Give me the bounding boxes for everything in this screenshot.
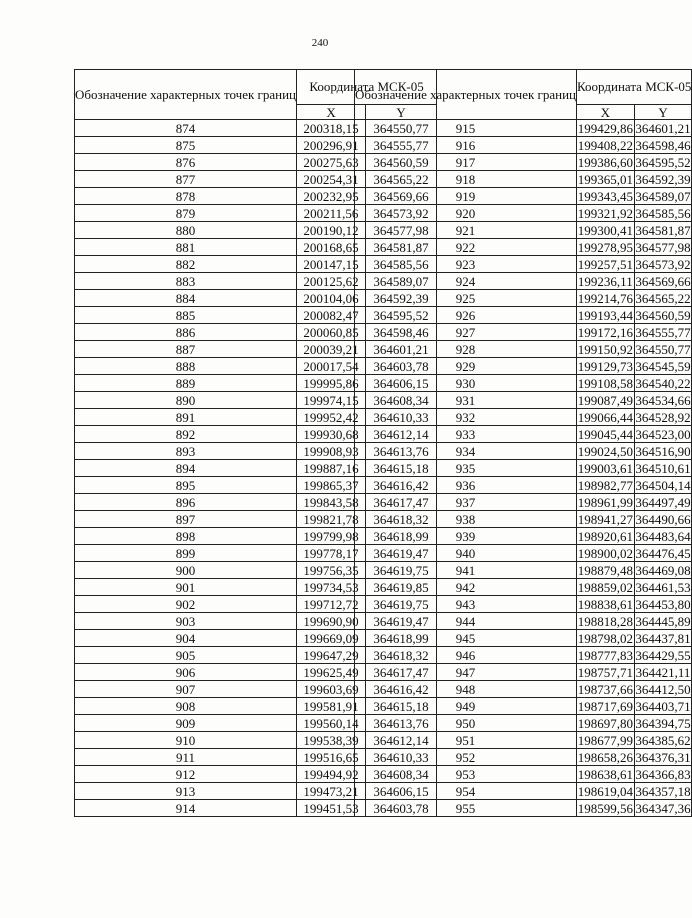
y-coordinate-cell: 364595,52 (635, 154, 691, 170)
point-id-cell: 954 (355, 783, 577, 800)
point-id-cell: 875 (75, 137, 297, 154)
coordinates-table-right (354, 69, 692, 817)
x-coordinate-cell: 200232,95 (297, 188, 366, 205)
table-row (355, 273, 692, 290)
y-coordinate-cell: 364347,36 (635, 800, 691, 816)
point-id-cell: 912 (75, 766, 297, 783)
x-coordinate-cell: 199560,14 (297, 715, 366, 732)
table-row (355, 341, 692, 358)
table-row (355, 749, 692, 766)
y-coordinate-cell: 364569,66 (635, 273, 691, 289)
header-point-label: Обозначение характерных точек границ (75, 70, 297, 120)
point-id-cell: 909 (75, 715, 297, 732)
table-row (355, 647, 692, 664)
header-coordinate: Координата МСК-05 (297, 70, 437, 105)
y-coordinate-cell: 364615,18 (366, 460, 437, 477)
x-coordinate-cell: 199087,49 (577, 392, 633, 408)
point-id-cell: 940 (355, 545, 577, 562)
header-y: Y (634, 105, 692, 120)
point-id-cell: 886 (75, 324, 297, 341)
x-coordinate-cell: 198859,02 (577, 579, 633, 595)
x-coordinate-cell: 199821,78 (297, 511, 366, 528)
header-point-label: Обозначение характерных точек границ (355, 70, 577, 120)
x-coordinate-cell: 199974,15 (297, 392, 366, 409)
y-coordinate-cell: 364610,33 (366, 409, 437, 426)
header-x: X (577, 105, 635, 120)
y-coordinate-cell: 364555,77 (635, 324, 691, 340)
x-coordinate-cell: 200211,56 (297, 205, 366, 222)
x-coordinate-cell: 200275,63 (297, 154, 366, 171)
x-coordinate-cell: 198961,99 (577, 494, 633, 510)
table-row (355, 613, 692, 630)
y-coordinate-cell: 364510,61 (635, 460, 691, 476)
y-coordinate-cell: 364545,59 (635, 358, 691, 374)
point-id-cell: 905 (75, 647, 297, 664)
x-coordinate-cell: 199865,37 (297, 477, 366, 494)
point-id-cell: 915 (355, 120, 577, 137)
header-y: Y (366, 105, 437, 120)
y-coordinate-cell: 364601,21 (366, 341, 437, 358)
table-row (355, 477, 692, 494)
table-row (355, 137, 692, 154)
table-row (355, 222, 692, 239)
table-row (355, 766, 692, 783)
table-row (355, 171, 692, 188)
x-coordinate-cell: 199494,92 (297, 766, 366, 783)
y-coordinate-cell: 364357,18 (635, 783, 691, 799)
table-row (355, 596, 692, 613)
x-coordinate-cell: 199908,93 (297, 443, 366, 460)
y-coordinate-cell: 364618,32 (366, 647, 437, 664)
x-coordinate-cell: 198619,04 (577, 783, 633, 799)
y-coordinate-cell: 364615,18 (366, 698, 437, 715)
x-coordinate-cell: 199236,11 (577, 273, 633, 289)
x-coordinate-cell: 199024,50 (577, 443, 633, 459)
y-coordinate-cell: 364619,75 (366, 596, 437, 613)
point-id-cell: 879 (75, 205, 297, 222)
table-row (355, 409, 692, 426)
point-id-cell: 901 (75, 579, 297, 596)
x-coordinate-cell: 198638,61 (577, 766, 633, 782)
y-coordinate-cell: 364589,07 (366, 273, 437, 290)
y-coordinate-cell: 364555,77 (366, 137, 437, 154)
point-id-cell: 877 (75, 171, 297, 188)
point-id-cell: 949 (355, 698, 577, 715)
point-id-cell: 911 (75, 749, 297, 766)
x-coordinate-cell: 199045,44 (577, 426, 633, 442)
table-row (355, 188, 692, 205)
point-id-cell: 895 (75, 477, 297, 494)
point-id-cell: 876 (75, 154, 297, 171)
point-id-cell: 874 (75, 120, 297, 137)
table-row (355, 681, 692, 698)
x-coordinate-cell: 199734,53 (297, 579, 366, 596)
point-id-cell: 884 (75, 290, 297, 307)
point-id-cell: 952 (355, 749, 577, 766)
y-coordinate-cell: 364606,15 (366, 375, 437, 392)
point-id-cell: 882 (75, 256, 297, 273)
x-coordinate-cell: 198798,02 (577, 630, 633, 646)
y-coordinate-cell: 364550,77 (635, 341, 691, 357)
point-id-cell: 923 (355, 256, 577, 273)
table-row (355, 630, 692, 647)
y-coordinate-cell: 364619,47 (366, 613, 437, 630)
point-id-cell: 885 (75, 307, 297, 324)
point-id-cell: 910 (75, 732, 297, 749)
y-coordinate-cell: 364613,76 (366, 443, 437, 460)
x-coordinate-cell: 200254,31 (297, 171, 366, 188)
table-row (355, 494, 692, 511)
y-coordinate-cell: 364504,14 (635, 477, 691, 493)
point-id-cell: 946 (355, 647, 577, 664)
y-coordinate-cell: 364523,00 (635, 426, 691, 442)
x-coordinate-cell: 198920,61 (577, 528, 633, 544)
y-coordinate-cell: 364595,52 (366, 307, 437, 324)
table-row (355, 443, 692, 460)
x-coordinate-cell: 199669,09 (297, 630, 366, 647)
y-coordinate-cell: 364516,90 (635, 443, 691, 459)
point-id-cell: 943 (355, 596, 577, 613)
x-coordinate-cell: 198838,61 (577, 596, 633, 612)
x-coordinate-cell: 200190,12 (297, 222, 366, 239)
point-id-cell: 926 (355, 307, 577, 324)
point-id-cell: 903 (75, 613, 297, 630)
table-row (355, 511, 692, 528)
y-coordinate-cell: 364569,66 (366, 188, 437, 205)
point-id-cell: 935 (355, 460, 577, 477)
y-coordinate-cell: 364534,66 (635, 392, 691, 408)
point-id-cell: 891 (75, 409, 297, 426)
x-coordinate-cell: 199799,98 (297, 528, 366, 545)
y-coordinate-cell: 364585,56 (366, 256, 437, 273)
table-row (355, 664, 692, 681)
table-row (355, 205, 692, 222)
table-row (355, 290, 692, 307)
x-coordinate-cell: 199930,68 (297, 426, 366, 443)
point-id-cell: 921 (355, 222, 577, 239)
table-row (355, 800, 692, 817)
table-row (355, 426, 692, 443)
y-coordinate-cell: 364616,42 (366, 477, 437, 494)
point-id-cell: 918 (355, 171, 577, 188)
table-row (355, 375, 692, 392)
x-coordinate-cell: 200296,91 (297, 137, 366, 154)
x-coordinate-cell: 199473,21 (297, 783, 366, 800)
x-coordinate-cell: 199778,17 (297, 545, 366, 562)
x-coordinate-cell: 199451,53 (297, 800, 366, 817)
header-x: X (297, 105, 366, 120)
x-coordinate-cell: 198900,02 (577, 545, 633, 561)
x-coordinate-cell: 198677,99 (577, 732, 633, 748)
table-row (355, 307, 692, 324)
point-id-cell: 948 (355, 681, 577, 698)
table-row (355, 698, 692, 715)
x-coordinate-cell: 199321,92 (577, 205, 633, 221)
y-coordinate-cell: 364601,21 (635, 120, 691, 136)
x-coordinate-cell: 199365,01 (577, 171, 633, 187)
point-id-cell: 881 (75, 239, 297, 256)
table-row (355, 545, 692, 562)
point-id-cell: 887 (75, 341, 297, 358)
y-coordinate-cell: 364606,15 (366, 783, 437, 800)
x-coordinate-cell: 199172,16 (577, 324, 633, 340)
table-row (355, 528, 692, 545)
x-coordinate-cell: 199300,41 (577, 222, 633, 238)
x-coordinate-cell: 200147,15 (297, 256, 366, 273)
table-row (355, 715, 692, 732)
y-coordinate-cell: 364445,89 (635, 613, 691, 629)
page-number: 240 (311, 37, 329, 49)
point-id-cell: 951 (355, 732, 577, 749)
point-id-cell: 925 (355, 290, 577, 307)
header-coordinate: Координата МСК-05 (577, 70, 692, 105)
point-id-cell: 937 (355, 494, 577, 511)
x-coordinate-cell: 199108,58 (577, 375, 633, 391)
point-id-cell: 953 (355, 766, 577, 783)
x-coordinate-cell: 199995,86 (297, 375, 366, 392)
y-coordinate-cell: 364573,92 (366, 205, 437, 222)
point-id-cell: 919 (355, 188, 577, 205)
point-id-cell: 938 (355, 511, 577, 528)
point-id-cell: 942 (355, 579, 577, 596)
y-coordinate-cell: 364490,66 (635, 511, 691, 527)
point-id-cell: 889 (75, 375, 297, 392)
y-coordinate-cell: 364612,14 (366, 732, 437, 749)
point-id-cell: 955 (355, 800, 577, 817)
y-coordinate-cell: 364461,53 (635, 579, 691, 595)
x-coordinate-cell: 199603,69 (297, 681, 366, 698)
y-coordinate-cell: 364581,87 (635, 222, 691, 238)
table-row (355, 120, 692, 137)
point-id-cell: 892 (75, 426, 297, 443)
table-row (355, 562, 692, 579)
point-id-cell: 890 (75, 392, 297, 409)
x-coordinate-cell: 199756,35 (297, 562, 366, 579)
table-row (355, 392, 692, 409)
table-row (355, 154, 692, 171)
x-coordinate-cell: 198941,27 (577, 511, 633, 527)
point-id-cell: 931 (355, 392, 577, 409)
point-id-cell: 906 (75, 664, 297, 681)
x-coordinate-cell: 200017,54 (297, 358, 366, 375)
x-coordinate-cell: 198982,77 (577, 477, 633, 493)
y-coordinate-cell: 364619,47 (366, 545, 437, 562)
table-row (355, 783, 692, 800)
y-coordinate-cell: 364619,75 (366, 562, 437, 579)
y-coordinate-cell: 364366,83 (635, 766, 691, 782)
point-id-cell: 936 (355, 477, 577, 494)
y-coordinate-cell: 364429,55 (635, 647, 691, 663)
point-id-cell: 880 (75, 222, 297, 239)
x-coordinate-cell: 199429,86 (577, 120, 633, 136)
x-coordinate-cell: 199129,73 (577, 358, 633, 374)
x-coordinate-cell: 199690,90 (297, 613, 366, 630)
y-coordinate-cell: 364617,47 (366, 494, 437, 511)
x-coordinate-cell: 199952,42 (297, 409, 366, 426)
y-coordinate-cell: 364616,42 (366, 681, 437, 698)
y-coordinate-cell: 364453,80 (635, 596, 691, 612)
point-id-cell: 932 (355, 409, 577, 426)
y-coordinate-cell: 364608,34 (366, 766, 437, 783)
x-coordinate-cell: 198737,66 (577, 681, 633, 697)
x-coordinate-cell: 198777,83 (577, 647, 633, 663)
y-coordinate-cell: 364592,39 (366, 290, 437, 307)
x-coordinate-cell: 198717,69 (577, 698, 633, 714)
y-coordinate-cell: 364528,92 (635, 409, 691, 425)
point-id-cell: 934 (355, 443, 577, 460)
x-coordinate-cell: 200125,62 (297, 273, 366, 290)
table-row (355, 732, 692, 749)
table-row (355, 358, 692, 375)
x-coordinate-cell: 200082,47 (297, 307, 366, 324)
y-coordinate-cell: 364589,07 (635, 188, 691, 204)
y-coordinate-cell: 364376,31 (635, 749, 691, 765)
point-id-cell: 898 (75, 528, 297, 545)
point-id-cell: 945 (355, 630, 577, 647)
x-coordinate-cell: 198599,56 (577, 800, 633, 816)
point-id-cell: 916 (355, 137, 577, 154)
y-coordinate-cell: 364612,14 (366, 426, 437, 443)
y-coordinate-cell: 364618,99 (366, 630, 437, 647)
y-coordinate-cell: 364421,11 (635, 664, 691, 680)
y-coordinate-cell: 364613,76 (366, 715, 437, 732)
x-coordinate-cell: 200039,21 (297, 341, 366, 358)
table-row (355, 579, 692, 596)
y-coordinate-cell: 364577,98 (635, 239, 691, 255)
table-row (355, 256, 692, 273)
point-id-cell: 928 (355, 341, 577, 358)
point-id-cell: 913 (75, 783, 297, 800)
x-coordinate-cell: 199581,91 (297, 698, 366, 715)
x-coordinate-cell: 200060,85 (297, 324, 366, 341)
point-id-cell: 904 (75, 630, 297, 647)
point-id-cell: 933 (355, 426, 577, 443)
y-coordinate-cell: 364497,49 (635, 494, 691, 510)
y-coordinate-cell: 364565,22 (366, 171, 437, 188)
point-id-cell: 941 (355, 562, 577, 579)
y-coordinate-cell: 364412,50 (635, 681, 691, 697)
y-coordinate-cell: 364585,56 (635, 205, 691, 221)
x-coordinate-cell: 199538,39 (297, 732, 366, 749)
point-id-cell: 922 (355, 239, 577, 256)
table-row (355, 324, 692, 341)
y-coordinate-cell: 364403,71 (635, 698, 691, 714)
point-id-cell: 907 (75, 681, 297, 698)
x-coordinate-cell: 198818,28 (577, 613, 633, 629)
point-id-cell: 950 (355, 715, 577, 732)
x-coordinate-cell: 198658,26 (577, 749, 633, 765)
table-row (355, 239, 692, 256)
point-id-cell: 944 (355, 613, 577, 630)
x-coordinate-cell: 200318,15 (297, 120, 366, 137)
x-coordinate-cell: 199193,44 (577, 307, 633, 323)
table-row (355, 460, 692, 477)
point-id-cell: 899 (75, 545, 297, 562)
point-id-cell: 888 (75, 358, 297, 375)
y-coordinate-cell: 364394,75 (635, 715, 691, 731)
point-id-cell: 927 (355, 324, 577, 341)
point-id-cell: 930 (355, 375, 577, 392)
y-coordinate-cell: 364608,34 (366, 392, 437, 409)
x-coordinate-cell: 199214,76 (577, 290, 633, 306)
y-coordinate-cell: 364385,62 (635, 732, 691, 748)
x-coordinate-cell: 199343,45 (577, 188, 633, 204)
x-coordinate-cell: 199887,16 (297, 460, 366, 477)
point-id-cell: 920 (355, 205, 577, 222)
y-coordinate-cell: 364565,22 (635, 290, 691, 306)
point-id-cell: 947 (355, 664, 577, 681)
y-coordinate-cell: 364581,87 (366, 239, 437, 256)
x-coordinate-cell: 199712,72 (297, 596, 366, 613)
y-coordinate-cell: 364610,33 (366, 749, 437, 766)
point-id-cell: 914 (75, 800, 297, 817)
y-coordinate-cell: 364618,99 (366, 528, 437, 545)
x-coordinate-cell: 199278,95 (577, 239, 633, 255)
y-coordinate-cell: 364560,59 (635, 307, 691, 323)
x-coordinate-cell: 199408,22 (577, 137, 633, 153)
y-coordinate-cell: 364603,78 (366, 800, 437, 817)
x-coordinate-cell: 199516,65 (297, 749, 366, 766)
y-coordinate-cell: 364577,98 (366, 222, 437, 239)
y-coordinate-cell: 364437,81 (635, 630, 691, 646)
y-coordinate-cell: 364483,64 (635, 528, 691, 544)
y-coordinate-cell: 364469,08 (635, 562, 691, 578)
x-coordinate-cell: 199843,58 (297, 494, 366, 511)
point-id-cell: 924 (355, 273, 577, 290)
y-coordinate-cell: 364618,32 (366, 511, 437, 528)
x-coordinate-cell: 199150,92 (577, 341, 633, 357)
y-coordinate-cell: 364592,39 (635, 171, 691, 187)
y-coordinate-cell: 364560,59 (366, 154, 437, 171)
point-id-cell: 902 (75, 596, 297, 613)
y-coordinate-cell: 364540,22 (635, 375, 691, 391)
x-coordinate-cell: 199386,60 (577, 154, 633, 170)
point-id-cell: 883 (75, 273, 297, 290)
point-id-cell: 908 (75, 698, 297, 715)
x-coordinate-cell: 199257,51 (577, 256, 633, 272)
point-id-cell: 894 (75, 460, 297, 477)
x-coordinate-cell: 198697,80 (577, 715, 633, 731)
x-coordinate-cell: 198879,48 (577, 562, 633, 578)
point-id-cell: 929 (355, 358, 577, 375)
x-coordinate-cell: 199647,29 (297, 647, 366, 664)
point-id-cell: 897 (75, 511, 297, 528)
y-coordinate-cell: 364550,77 (366, 120, 437, 137)
point-id-cell: 878 (75, 188, 297, 205)
point-id-cell: 896 (75, 494, 297, 511)
y-coordinate-cell: 364619,85 (366, 579, 437, 596)
x-coordinate-cell: 199625,49 (297, 664, 366, 681)
y-coordinate-cell: 364598,46 (366, 324, 437, 341)
x-coordinate-cell: 198757,71 (577, 664, 633, 680)
y-coordinate-cell: 364603,78 (366, 358, 437, 375)
x-coordinate-cell: 199003,61 (577, 460, 633, 476)
x-coordinate-cell: 200104,06 (297, 290, 366, 307)
point-id-cell: 893 (75, 443, 297, 460)
y-coordinate-cell: 364598,46 (635, 137, 691, 153)
point-id-cell: 900 (75, 562, 297, 579)
y-coordinate-cell: 364476,45 (635, 545, 691, 561)
y-coordinate-cell: 364573,92 (635, 256, 691, 272)
x-coordinate-cell: 200168,65 (297, 239, 366, 256)
point-id-cell: 939 (355, 528, 577, 545)
point-id-cell: 917 (355, 154, 577, 171)
x-coordinate-cell: 199066,44 (577, 409, 633, 425)
y-coordinate-cell: 364617,47 (366, 664, 437, 681)
